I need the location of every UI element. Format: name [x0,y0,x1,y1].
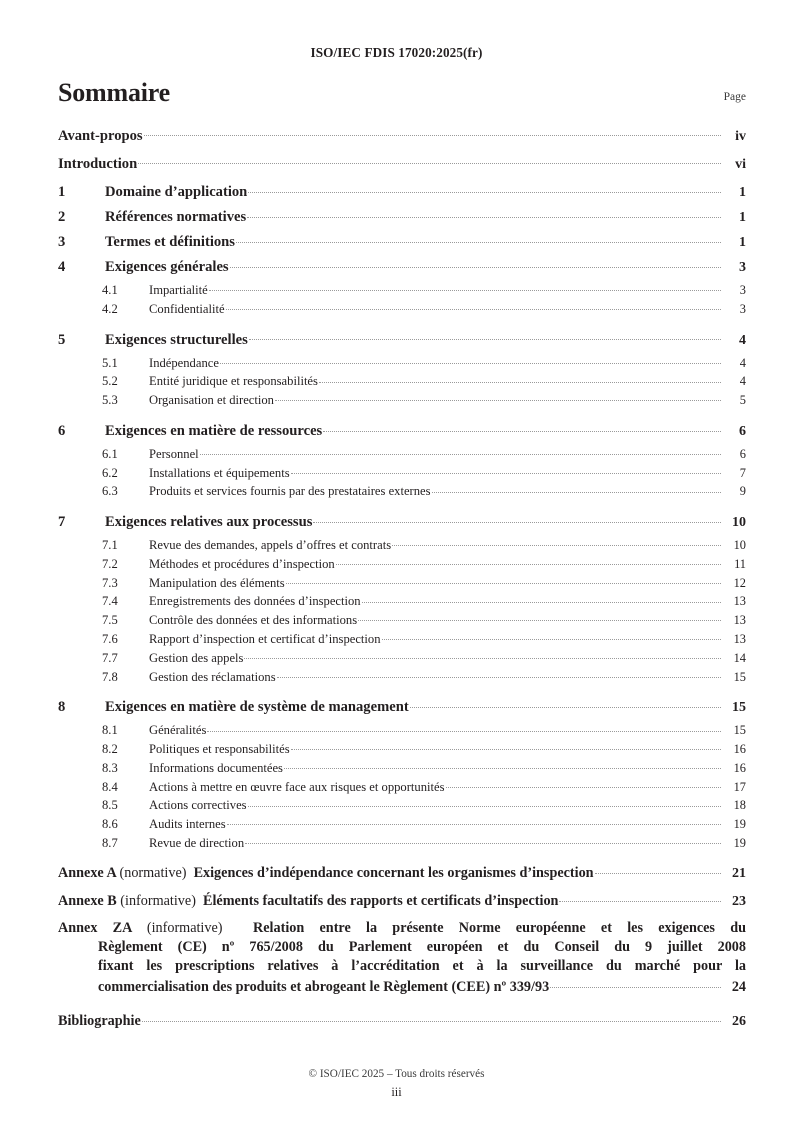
toc-entry-subclause[interactable] [58,445,746,462]
toc-entry-page: 16 [733,760,746,775]
toc-entry-page: 1 [739,209,746,225]
toc-entry-page: 26 [732,1013,746,1029]
toc-entry-label: Termes et définitions [105,233,235,250]
dot-leader [209,282,721,295]
dot-leader [291,740,721,753]
toc-entry-subclause[interactable] [58,649,746,666]
toc-entry-number: 5.1 [102,355,118,370]
toc-entry-label: Contrôle des données et des informations [149,613,358,628]
toc-entry-label: Actions à mettre en œuvre face aux risques et opportunités [149,779,445,794]
dot-leader [275,392,721,405]
toc-entry-label: Rapport d’inspection et certificat d’inspection [149,632,381,647]
toc-entry-number: 8.2 [102,742,118,757]
toc-entry-page: 23 [732,894,746,910]
dot-leader [410,697,721,712]
toc-entry-label: Bibliographie [58,1012,141,1029]
dot-leader [245,834,721,847]
annex-kind: (normative) [119,865,187,882]
toc-entry-page: 17 [733,779,746,794]
dot-leader [142,1011,721,1025]
toc-entry-number: 5.2 [102,374,118,389]
dot-leader [230,256,721,271]
toc-entry-label: Références normatives [105,208,247,225]
annex-kind: (informative) [120,893,196,910]
toc-entry-annex-za[interactable] [58,919,746,996]
dot-leader [226,300,721,313]
toc-entry-label: Généralités [149,723,207,738]
toc-entry-subclause[interactable] [58,759,746,776]
dot-leader [392,537,721,550]
dot-leader [595,863,721,877]
toc-entry-number: 3 [58,233,66,250]
annex-kind: (informative) [146,920,223,937]
dot-leader [249,329,721,344]
dot-leader [248,797,721,810]
toc-entry-number: 6.1 [102,446,118,461]
toc-entry-number: 8.4 [102,779,118,794]
toc-entry-subclause[interactable] [58,392,746,409]
annex-za-line-4 [58,976,746,996]
toc-entry-subclause[interactable] [58,537,746,554]
toc-entry-page: 18 [733,798,746,813]
toc-entry-number: 7.5 [102,613,118,628]
toc-entry-number: 8.5 [102,798,118,813]
dot-leader [248,181,721,196]
toc-entry-subclause[interactable] [58,483,746,500]
dot-leader [382,630,721,643]
dot-leader [220,354,721,367]
toc-entry-number: 8 [58,699,66,716]
toc-entry-page: 5 [739,393,746,408]
toc-entry-number: 7.3 [102,575,118,590]
toc-entry-clause[interactable] [58,231,746,251]
toc-entry-number: 7 [58,514,66,531]
toc-entry-number: 8.7 [102,835,118,850]
toc-entry-page: 15 [732,700,746,716]
toc-entry-label: Exigences en matière de ressources [105,422,323,439]
toc-entry-label: Enregistrements des données d’inspection [149,594,361,609]
toc-entry-label: Méthodes et procédures d’inspection [149,556,335,571]
dot-leader [277,668,721,681]
toc-entry-label: Indépendance [149,355,219,370]
toc-entry-number: 5.3 [102,393,118,408]
toc-entry-subclause[interactable] [58,282,746,299]
toc-entry-label: Exigences générales [105,259,229,276]
toc-entry-number: 6.2 [102,465,118,480]
toc-entry-label: Gestion des appels [149,650,244,665]
toc-entry-subclause[interactable] [58,740,746,757]
toc-entry-annex-head: Annexe A (normative) Exigences d’indépendance concernant les organismes d’inspection [58,865,594,882]
toc-entry-label: Confidentialité [149,301,225,316]
toc-entry-page: 21 [732,866,746,882]
toc-entry-label: Introduction [58,155,138,172]
toc-entry-bibliography[interactable] [58,1011,746,1030]
toc-entry-subclause[interactable] [58,722,746,739]
page-title: Sommaire [58,78,171,107]
toc-entry-label: Manipulation des éléments [149,575,285,590]
toc-entry-label: Informations documentées [149,760,283,775]
toc-entry-page: 4 [739,355,746,370]
toc-entry-page: 15 [733,669,746,684]
toc-entry-page: 11 [734,556,746,571]
toc-entry-clause[interactable] [58,256,746,276]
toc-entry-label: Impartialité [149,283,208,298]
annex-za-line-3 [58,957,746,976]
toc-entry-subclause[interactable] [58,464,746,481]
toc-entry-subclause[interactable] [58,593,746,610]
toc-entry-subclause[interactable] [58,630,746,647]
toc-entry-subclause[interactable] [58,373,746,390]
page-folio: iii [391,1085,402,1099]
running-header: ISO/IEC FDIS 17020:2025(fr) [310,45,483,60]
toc-entry-label: Exigences en matière de système de management [105,699,409,716]
toc-entry-number: 7.8 [102,669,118,684]
toc-entry-label: Politiques et responsabilités [149,742,290,757]
toc-entry-number: 7.6 [102,632,118,647]
dot-leader [144,125,721,140]
annex-za-line-2 [58,938,746,957]
toc-entry-page: 1 [739,184,746,200]
toc-entry-label: Avant-propos [58,127,143,144]
toc-entry-subclause[interactable] [58,612,746,629]
toc-entry-number: 7.2 [102,556,118,571]
toc-entry-subclause[interactable] [58,834,746,851]
dot-leader [247,206,721,221]
toc-entry-page: 9 [739,484,746,499]
toc-entry-page: 19 [733,835,746,850]
toc-entry-number: 1 [58,183,66,200]
toc-entry-label: Gestion des réclamations [149,669,276,684]
dot-leader [319,373,721,386]
toc-entry-number: 5 [58,331,66,348]
dot-leader [446,778,721,791]
toc-entry-number: 4 [58,259,66,276]
annex-za-line-1-text: Annex ZA (informative) Relation entre la présente Norme européenne et les exigences du [58,920,746,937]
dot-leader [550,976,721,990]
toc-entry-page: 19 [733,817,746,832]
toc-entry-page: 4 [739,332,746,348]
toc-entry-number: 8.1 [102,723,118,738]
toc-entry-number: 6 [58,422,66,439]
dot-leader [244,649,721,662]
dot-leader [291,464,721,477]
dot-leader [559,891,721,905]
toc-entry-clause[interactable] [58,697,746,717]
toc-entry-subclause[interactable] [58,778,746,795]
toc-entry-page: 10 [733,538,746,553]
toc-entry-subclause[interactable] [58,668,746,685]
toc-entry-subclause[interactable] [58,574,746,591]
annex-za-line-4-text: commercialisation des produits et abrogeant le Règlement (CEE) nº 339/93 [98,978,550,995]
annex-za-line-1 [58,919,746,938]
toc-entry-annex[interactable] [58,891,746,910]
toc-entry-subclause[interactable] [58,300,746,317]
toc-entry-frontmatter[interactable] [58,153,746,173]
toc-entry-page: 12 [733,575,746,590]
annex-za-line-3-text: fixant les prescriptions relatives à l’accréditation et à la surveillance du marché pour la [98,958,746,975]
copyright-notice: © ISO/IEC 2025 – Tous droits réservés [308,1068,485,1080]
toc-entry-page: 7 [739,465,746,480]
dot-leader [284,759,721,772]
toc-entry-subclause[interactable] [58,555,746,572]
toc-entry-label: Revue des demandes, appels d’offres et contrats [149,538,392,553]
toc-entry-clause[interactable] [58,206,746,226]
toc-entry-label: Entité juridique et responsabilités [149,374,318,389]
toc-entry-page: 1 [739,234,746,250]
toc-entry-label: Personnel [149,446,199,461]
toc-entry-number: 8.3 [102,760,118,775]
toc-entry-page: 15 [733,723,746,738]
toc-entry-page: 3 [739,283,746,298]
toc-entry-number: 6.3 [102,484,118,499]
toc-entry-annex-head: Annexe B (informative) Éléments facultatifs des rapports et certificats d’inspection [58,893,559,910]
dot-leader [138,153,721,168]
toc-entry-label: Exigences relatives aux processus [105,514,313,531]
toc-entry-label: Domaine d’application [105,183,248,200]
page-column-label: Page [723,91,746,103]
dot-leader [313,511,721,526]
toc-entry-clause[interactable] [58,329,746,349]
toc-entry-number: 4.1 [102,283,118,298]
toc-entry-page: 3 [739,301,746,316]
dot-leader [336,555,721,568]
toc-entry-number: 2 [58,208,66,225]
toc-entry-label: Organisation et direction [149,393,274,408]
dot-leader [358,612,721,625]
toc-entry-frontmatter[interactable] [58,125,746,145]
toc-entry-label: Audits internes [149,817,226,832]
toc-entry-clause[interactable] [58,511,746,531]
toc-entry-page: iv [735,128,746,144]
annex-za-line-2-text: Règlement (CE) nº 765/2008 du Parlement européen et du Conseil du 9 juillet 2008 [98,939,746,956]
toc-entry-annex[interactable] [58,863,746,882]
toc-entry-clause[interactable] [58,181,746,201]
toc-entry-label: Exigences structurelles [105,331,248,348]
dot-leader [207,722,721,735]
toc-entry-number: 4.2 [102,301,118,316]
dot-leader [323,420,721,435]
toc-entry-page: 3 [739,260,746,276]
toc-entry-clause[interactable] [58,420,746,440]
dot-leader [200,445,721,458]
toc-entry-page: 16 [733,742,746,757]
toc-entry-page: 6 [739,423,746,439]
toc-entry-label: Actions correctives [149,798,247,813]
dot-leader [286,574,721,587]
toc-entry-page: 13 [733,632,746,647]
toc-title-row [58,80,746,106]
toc-entry-label: Revue de direction [149,835,245,850]
toc-entry-label: Installations et équipements [149,465,290,480]
toc-entry-number: 7.1 [102,538,118,553]
table-of-contents [58,125,746,1039]
dot-leader [432,483,721,496]
toc-entry-number: 8.6 [102,817,118,832]
toc-entry-subclause[interactable] [58,816,746,833]
toc-entry-page: 13 [733,613,746,628]
toc-entry-page: 14 [733,650,746,665]
toc-entry-number: 7.7 [102,650,118,665]
toc-entry-page: vi [735,156,746,172]
toc-entry-label: Produits et services fournis par des prestataires externes [149,484,431,499]
toc-entry-page: 24 [731,978,746,995]
toc-entry-page: 10 [732,515,746,531]
toc-entry-page: 13 [733,594,746,609]
dot-leader [362,593,721,606]
toc-entry-number: 7.4 [102,594,118,609]
toc-entry-page: 6 [739,446,746,461]
toc-entry-page: 4 [739,374,746,389]
dot-leader [236,231,721,246]
toc-entry-subclause[interactable] [58,354,746,371]
dot-leader [227,816,721,829]
toc-entry-subclause[interactable] [58,797,746,814]
